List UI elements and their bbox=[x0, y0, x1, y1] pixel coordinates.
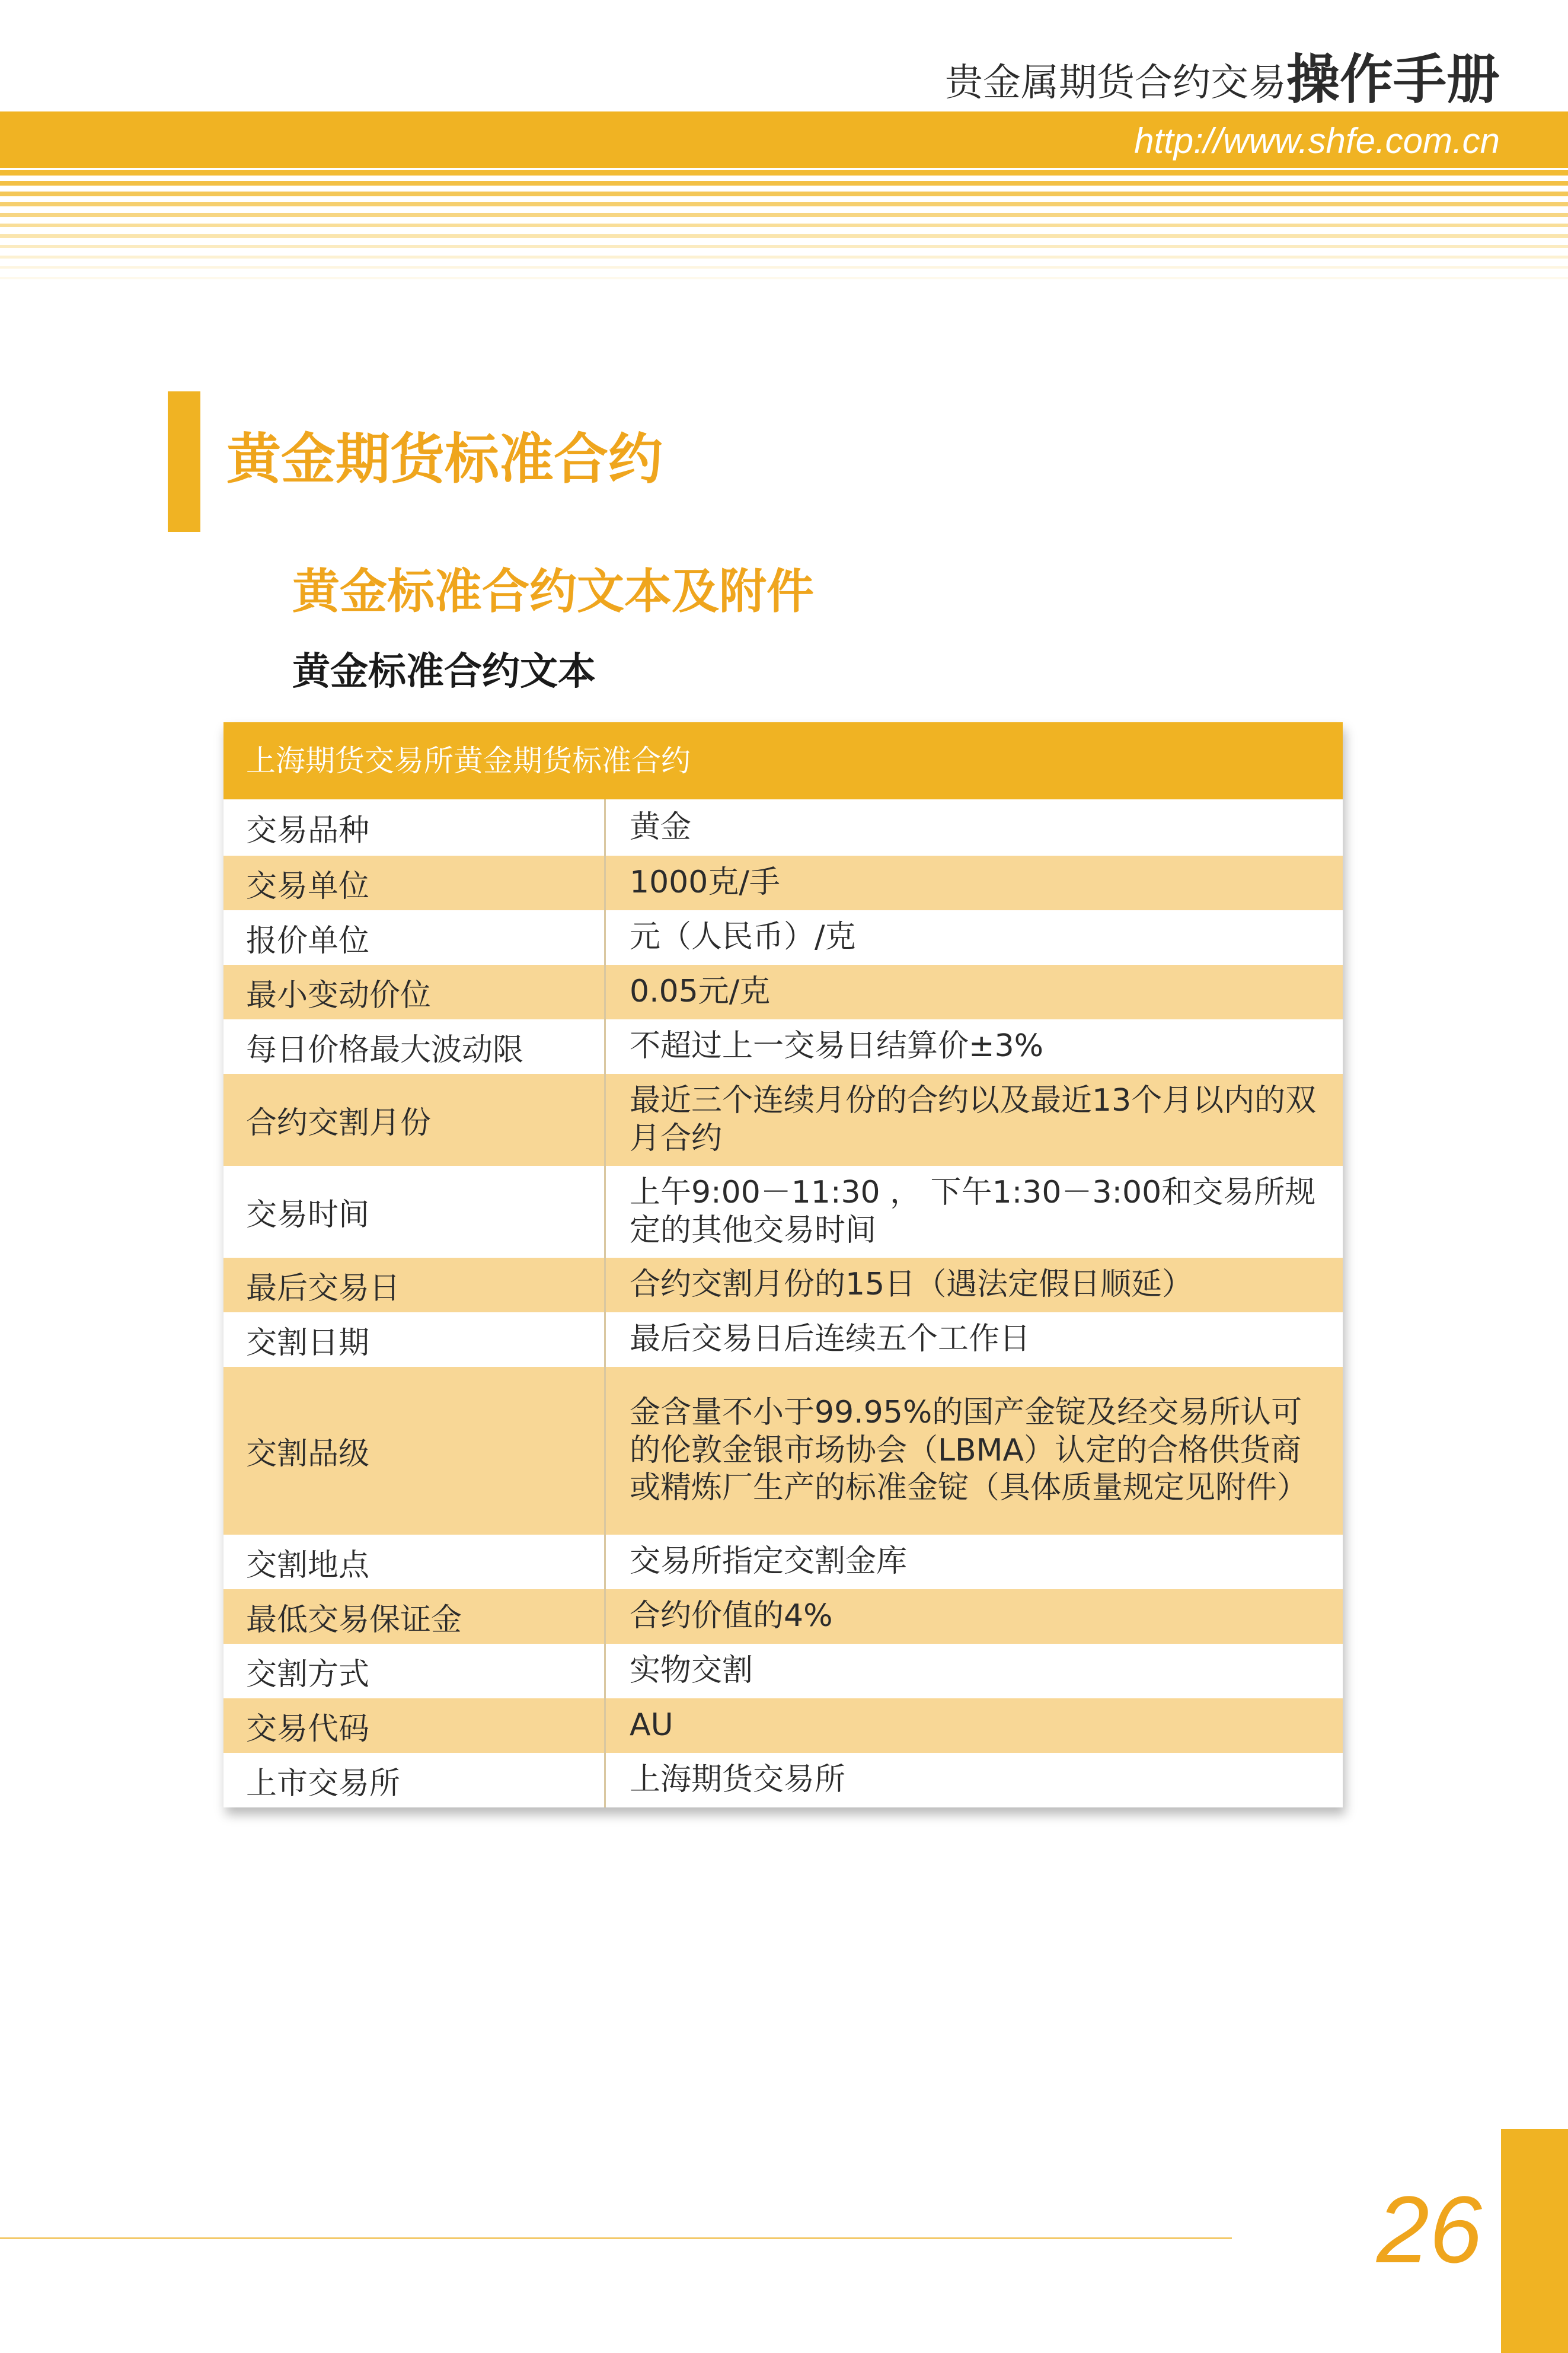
table-row bbox=[223, 1166, 1343, 1258]
document-title-regular: 贵金属期货合约交易 bbox=[945, 61, 1286, 105]
table-row bbox=[223, 1367, 1343, 1535]
table-caption: 上海期货交易所黄金期货标准合约 bbox=[223, 722, 1343, 799]
row-label: 上市交易所 bbox=[223, 1753, 606, 1807]
table-row bbox=[223, 1753, 1343, 1807]
table-row bbox=[223, 799, 1343, 856]
table-row bbox=[223, 1019, 1343, 1074]
row-label: 交易时间 bbox=[223, 1166, 606, 1258]
row-value: 不超过上一交易日结算价±3% bbox=[630, 1028, 1044, 1064]
page-number: 26 bbox=[1377, 2176, 1482, 2282]
row-label: 报价单位 bbox=[223, 910, 606, 965]
section-heading: 黄金期货标准合约 bbox=[226, 428, 663, 491]
row-value: 元（人民币）/克 bbox=[630, 919, 856, 955]
website-url: http://www.shfe.com.cn bbox=[1134, 121, 1500, 161]
table-row bbox=[223, 965, 1343, 1019]
subsection-heading: 黄金标准合约文本及附件 bbox=[292, 564, 814, 619]
table-row bbox=[223, 1698, 1343, 1753]
table-row bbox=[223, 1312, 1343, 1367]
row-value: 合约价值的4% bbox=[630, 1598, 833, 1634]
table-row bbox=[223, 856, 1343, 910]
row-label: 交割品级 bbox=[223, 1367, 606, 1535]
contract-spec-table bbox=[223, 722, 1343, 1807]
table-row bbox=[223, 910, 1343, 965]
table-row bbox=[223, 1074, 1343, 1166]
sub-subsection-heading: 黄金标准合约文本 bbox=[292, 650, 596, 694]
page-edge-tab bbox=[1501, 2129, 1568, 2353]
row-value: 金含量不小于99.95%的国产金锭及经交易所认可的伦敦金银市场协会（LBMA）认定的合格供货商或精炼厂生产的标准金锭（具体质量规定见附件） bbox=[630, 1395, 1308, 1506]
row-value: 1000克/手 bbox=[630, 865, 780, 901]
row-value: 实物交割 bbox=[630, 1653, 753, 1689]
row-value: 最近三个连续月份的合约以及最近13个月以内的双月合约 bbox=[630, 1083, 1317, 1156]
table-row bbox=[223, 1258, 1343, 1312]
row-label: 交割地点 bbox=[223, 1535, 606, 1589]
row-label: 最小变动价位 bbox=[223, 965, 606, 1019]
row-value: 上海期货交易所 bbox=[630, 1762, 846, 1798]
table-row bbox=[223, 1535, 1343, 1589]
decorative-stripes bbox=[0, 168, 1568, 286]
row-label: 交易品种 bbox=[223, 799, 606, 856]
footer-rule bbox=[0, 2237, 1232, 2239]
row-label: 每日价格最大波动限 bbox=[223, 1019, 606, 1074]
row-value: 0.05元/克 bbox=[630, 974, 771, 1010]
row-value: 上午9:00－11:30 ， 下午1:30－3:00和交易所规定的其他交易时间 bbox=[630, 1175, 1316, 1248]
row-value: 黄金 bbox=[630, 809, 692, 845]
row-label: 交割方式 bbox=[223, 1644, 606, 1698]
document-title bbox=[945, 28, 1500, 111]
row-label: 交割日期 bbox=[223, 1312, 606, 1367]
row-value: 交易所指定交割金库 bbox=[630, 1544, 908, 1580]
row-label: 最后交易日 bbox=[223, 1258, 606, 1312]
row-label: 合约交割月份 bbox=[223, 1074, 606, 1166]
row-value: 最后交易日后连续五个工作日 bbox=[630, 1321, 1031, 1357]
table-row bbox=[223, 1644, 1343, 1698]
row-label: 交易代码 bbox=[223, 1698, 606, 1753]
row-label: 最低交易保证金 bbox=[223, 1589, 606, 1644]
row-label: 交易单位 bbox=[223, 856, 606, 910]
row-value: 合约交割月份的15日（遇法定假日顺延） bbox=[630, 1267, 1193, 1303]
table-row bbox=[223, 1589, 1343, 1644]
section-marker-bar bbox=[168, 391, 200, 532]
document-title-bold: 操作手册 bbox=[1286, 49, 1500, 111]
row-value: AU bbox=[630, 1707, 673, 1743]
